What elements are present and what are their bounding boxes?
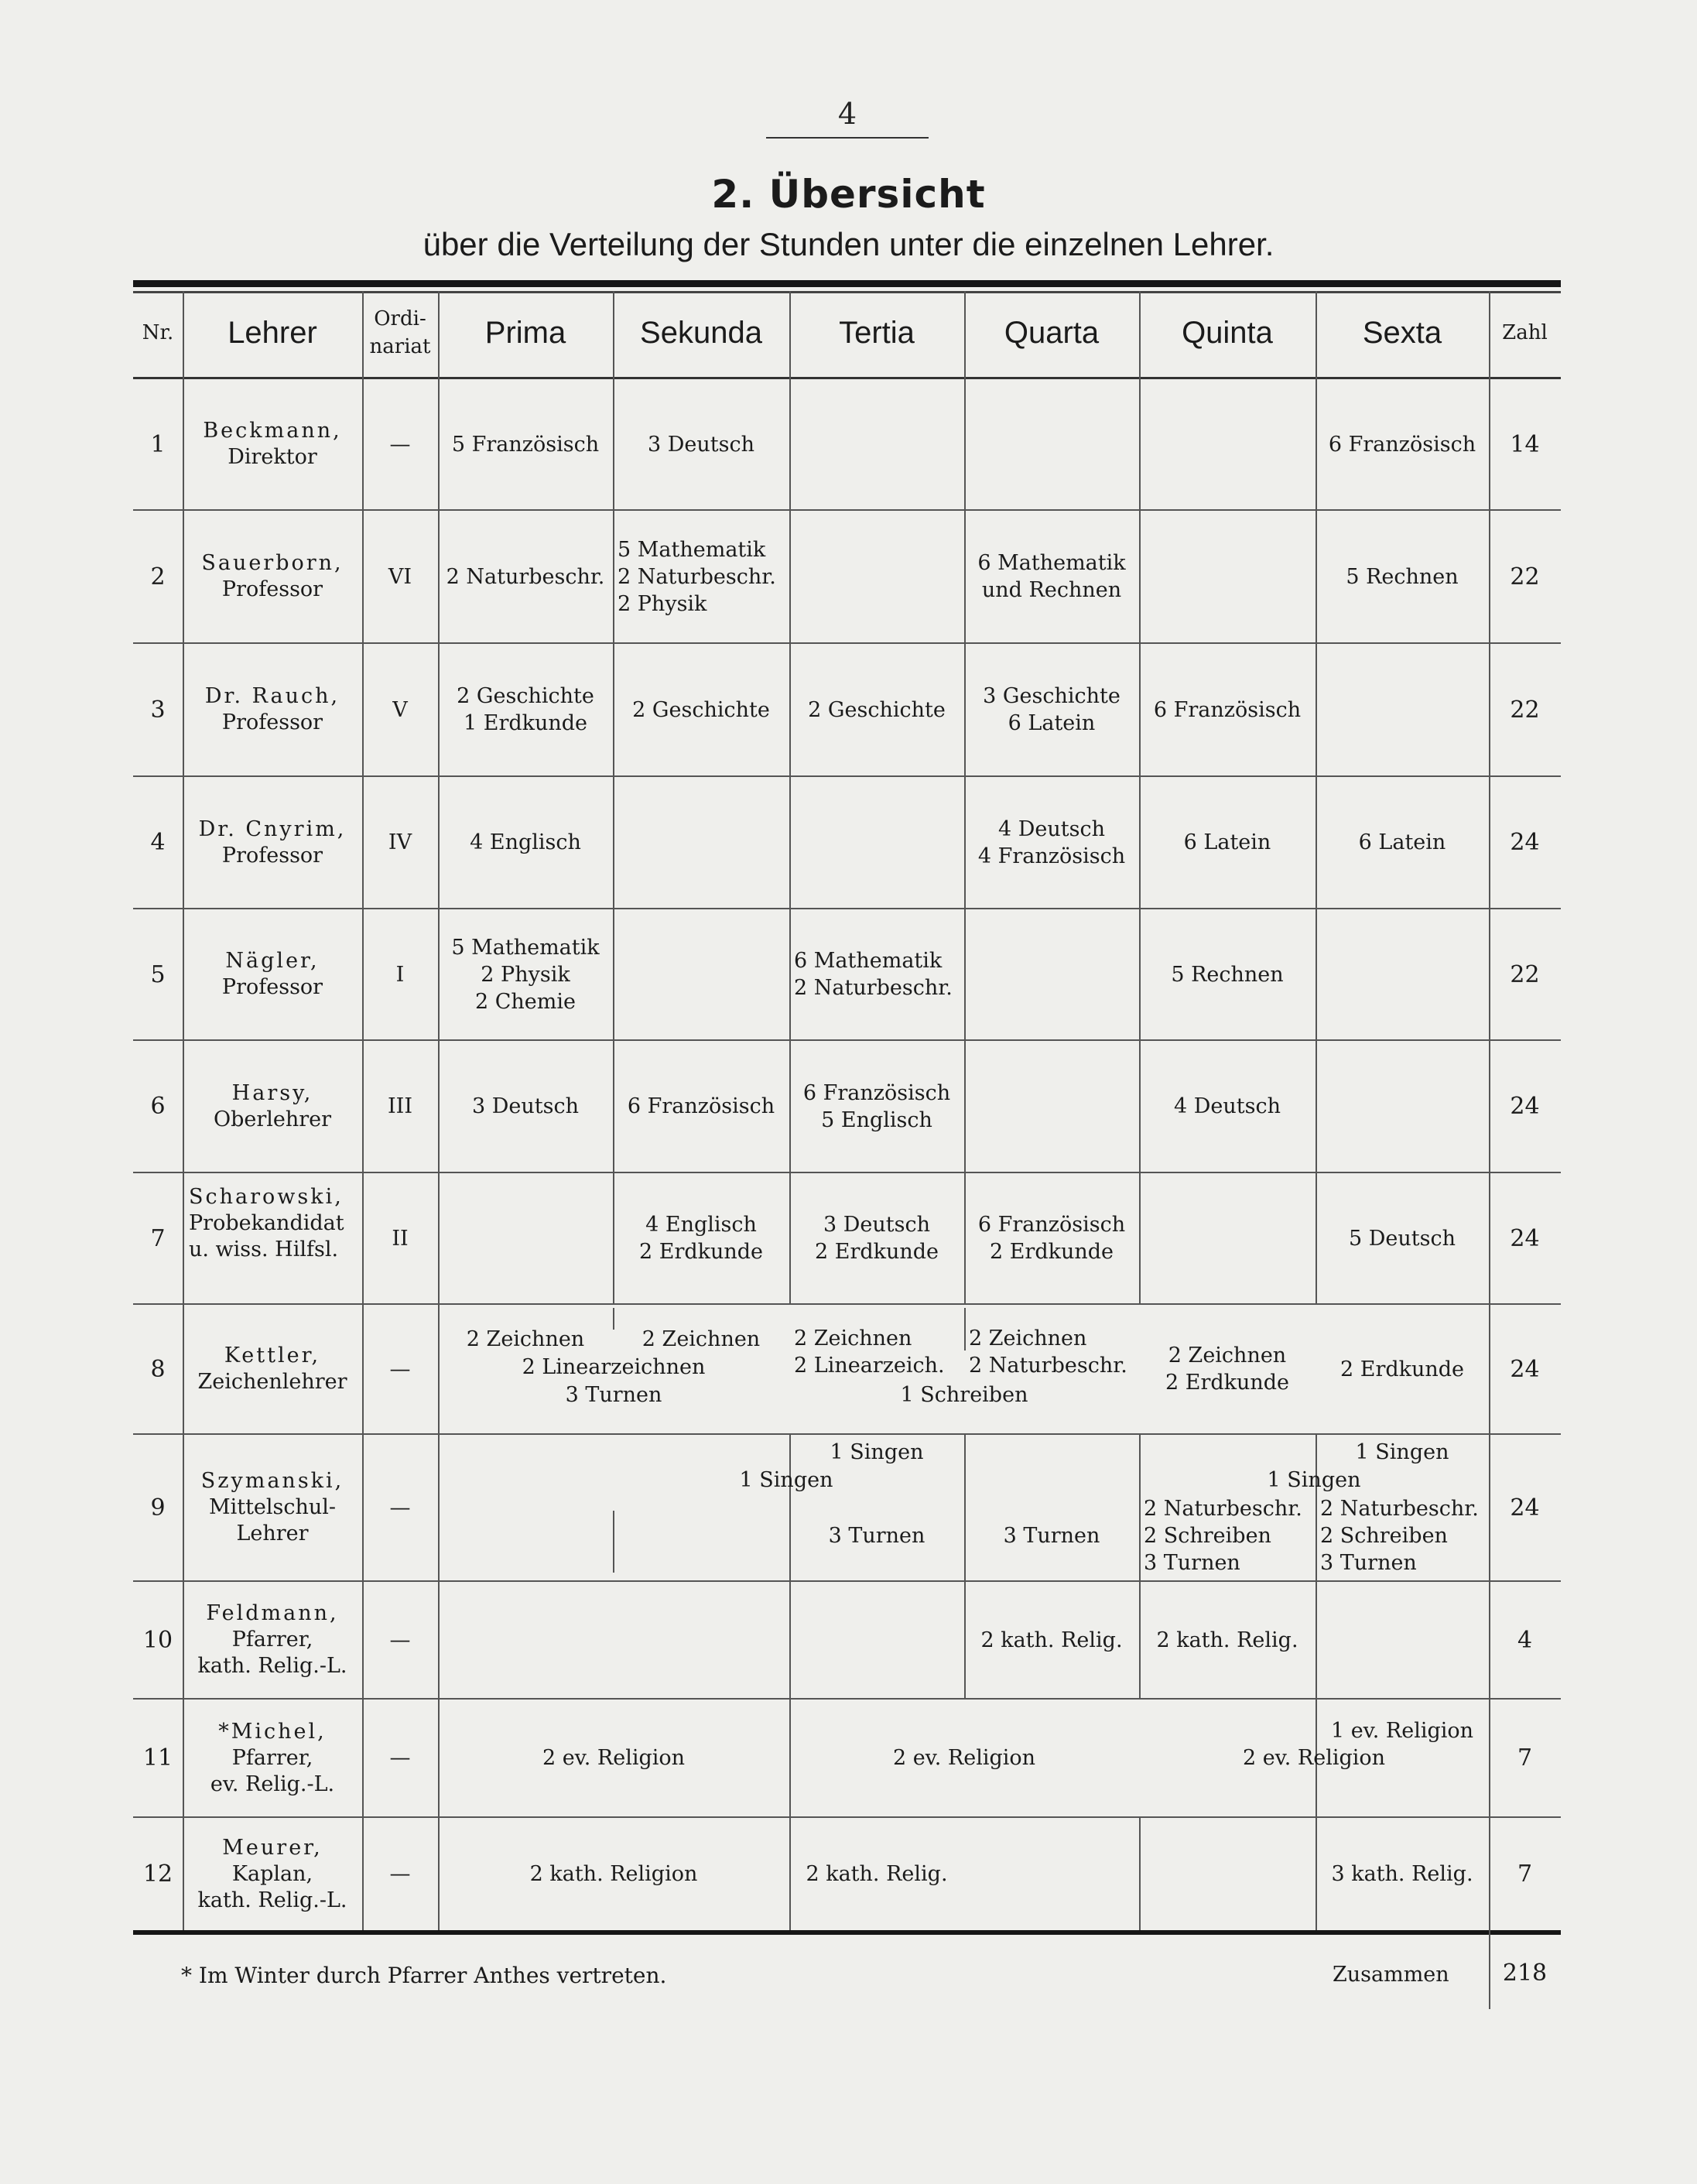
row-nr: 12 [142, 1861, 173, 1888]
header-nr: Nr. [142, 321, 174, 344]
row-nr: 3 [150, 696, 166, 724]
header-ordinariat: Ordi- nariat [369, 307, 431, 358]
ordinariat: III [388, 1094, 412, 1118]
sekunda-cell: 2 Geschichte [632, 697, 770, 722]
quinta-cell: 6 Latein [1183, 830, 1271, 854]
teacher-title: Pfarrer, [231, 1628, 313, 1652]
teacher-title: Professor [221, 577, 323, 601]
religion-span-middle: 2 ev. Religion [892, 1746, 1036, 1770]
sexta-cell: 2 Naturbeschr. 2 Schreiben 3 Turnen [1320, 1496, 1479, 1575]
page-number: 4 [766, 97, 929, 139]
sekunda-cell: 4 Englisch 2 Erdkunde [638, 1213, 764, 1264]
row-nr: 2 [150, 563, 166, 591]
quinta-cell: 2 Naturbeschr. 2 Schreiben 3 Turnen [1144, 1496, 1302, 1575]
teacher-subtitle: Lehrer [236, 1522, 309, 1546]
teacher-name: Meurer, [222, 1835, 323, 1860]
ordinariat: — [389, 432, 411, 457]
header-quarta: Quarta [1004, 315, 1100, 350]
teacher-subtitle: kath. Relig.-L. [197, 1654, 347, 1678]
teacher-name: Nägler, [225, 949, 320, 973]
teacher-title: Professor [221, 975, 323, 999]
quarta-cell: 3 Turnen [1003, 1523, 1100, 1548]
sekunda-cell: 5 Mathematik 2 Naturbeschr. 2 Physik [618, 537, 776, 616]
zahl-cell: 24 [1510, 1224, 1540, 1252]
sexta-cell: 5 Rechnen [1346, 564, 1459, 589]
teacher-title: Professor [221, 710, 323, 734]
religion-span-upper: 2 ev. Religion [542, 1746, 686, 1770]
header-zahl: Zahl [1502, 321, 1548, 344]
teacher-subtitle: u. wiss. Hilfsl. [189, 1237, 339, 1261]
prima-cell: 2 Zeichnen [466, 1326, 585, 1351]
zahl-cell: 7 [1517, 1744, 1533, 1772]
quarta-cell: 2 kath. Relig. [980, 1628, 1123, 1652]
ordinariat: VI [388, 564, 412, 589]
zahl-cell: 4 [1517, 1626, 1533, 1654]
zahl-cell: 24 [1510, 1355, 1540, 1383]
zahl-cell: 7 [1517, 1861, 1533, 1888]
sexta-cell: 5 Deutsch [1349, 1226, 1456, 1251]
teacher-name: Dr. Cnyrim, [198, 816, 347, 841]
quarta-cell: 2 Zeichnen 2 Naturbeschr. [969, 1326, 1127, 1378]
row-nr: 6 [150, 1093, 166, 1120]
sexta-cell: 1 ev. Religion [1330, 1718, 1474, 1743]
sexta-cell: 6 Französisch [1328, 432, 1476, 457]
footnote: * Im Winter durch Pfarrer Anthes vertreten. [181, 1963, 667, 1988]
singen-sexta: 1 Singen [1355, 1439, 1449, 1464]
header-quinta: Quinta [1182, 315, 1273, 350]
zahl-cell: 24 [1510, 829, 1540, 856]
ordinariat: — [389, 1746, 411, 1770]
tertia-cell: 3 Deutsch 2 Erdkunde [814, 1213, 939, 1264]
teacher-title: Kaplan, [231, 1861, 313, 1886]
sexta-cell: 6 Latein [1358, 830, 1446, 854]
zahl-cell: 24 [1510, 1093, 1540, 1120]
teacher-title: Probekandidat [189, 1211, 344, 1235]
tertia-cell: 2 kath. Relig. [806, 1862, 948, 1886]
quinta-cell: 6 Französisch [1153, 697, 1302, 722]
tertia-cell: 6 Mathematik 2 Naturbeschr. [794, 949, 953, 1000]
header-lehrer: Lehrer [228, 315, 317, 350]
ordinariat: — [389, 1495, 411, 1520]
zahl-cell: 24 [1510, 1494, 1540, 1522]
teacher-title: Zeichenlehrer [197, 1370, 347, 1394]
ordinariat: — [389, 1357, 411, 1381]
page-subtitle: über die Verteilung der Stunden unter die einzelnen Lehrer. [423, 226, 1274, 262]
sekunda-cell: 3 Deutsch [648, 432, 754, 457]
row-nr: 4 [150, 829, 166, 856]
row-nr: 10 [142, 1626, 173, 1654]
header-sexta: Sexta [1362, 315, 1442, 350]
schreiben-span: 1 Schreiben [900, 1382, 1028, 1407]
prima-cell: 4 Englisch [470, 830, 581, 854]
row-nr: 1 [150, 430, 166, 458]
ordinariat: — [389, 1862, 411, 1886]
teacher-title: Oberlehrer [213, 1107, 332, 1131]
zahl-cell: 22 [1510, 960, 1540, 988]
teacher-name: Kettler, [224, 1344, 321, 1368]
teacher-name: Dr. Rauch, [204, 684, 340, 708]
ordinariat: — [389, 1628, 411, 1652]
row-nr: 5 [150, 960, 166, 988]
prima-cell: 5 Mathematik 2 Physik 2 Chemie [451, 935, 600, 1014]
tertia-cell: 3 Turnen [828, 1523, 925, 1548]
tertia-cell: 6 Französisch 5 Englisch [802, 1080, 951, 1132]
sexta-cell: 3 kath. Relig. [1331, 1862, 1473, 1886]
quinta-cell: 5 Rechnen [1171, 962, 1284, 987]
teacher-name: Sauerborn, [201, 551, 344, 575]
sekunda-cell: 6 Französisch [627, 1094, 775, 1118]
zahl-cell: 22 [1510, 563, 1540, 591]
ordinariat: II [392, 1226, 409, 1251]
ordinariat: V [392, 697, 408, 722]
zahl-cell: 14 [1510, 430, 1540, 458]
quarta-cell: 6 Französisch 2 Erdkunde [977, 1213, 1126, 1264]
prima-cell: 2 Naturbeschr. [446, 564, 605, 589]
teacher-title: Direktor [228, 445, 317, 469]
header-tertia: Tertia [839, 315, 915, 350]
zahl-cell: 22 [1510, 696, 1540, 724]
row-nr: 7 [150, 1224, 166, 1252]
singen-tertia: 1 Singen [830, 1439, 924, 1464]
religion-span-upper: 2 kath. Religion [529, 1862, 698, 1886]
quinta-cell: 4 Deutsch [1174, 1094, 1281, 1118]
prima-cell: 5 Französisch [451, 432, 600, 457]
teacher-name: Beckmann, [203, 419, 342, 443]
quarta-cell: 4 Deutsch 4 Französisch [977, 816, 1126, 868]
teacher-title: Professor [221, 843, 323, 868]
prima-cell: 3 Deutsch [472, 1094, 579, 1118]
teacher-name: Szymanski, [200, 1469, 344, 1493]
singen-span-lower: 1 Singen [1267, 1467, 1361, 1492]
page-title: 2. Übersicht [711, 172, 986, 217]
teacher-subtitle: ev. Relig.-L. [210, 1772, 335, 1796]
teacher-subtitle: kath. Relig.-L. [197, 1888, 347, 1912]
ordinariat: I [395, 962, 405, 987]
teacher-title: Pfarrer, [231, 1745, 313, 1770]
quarta-cell: 3 Geschichte 6 Latein [983, 684, 1120, 735]
teacher-name: Feldmann, [206, 1601, 339, 1625]
tertia-cell: 2 Geschichte [808, 697, 946, 722]
sexta-cell: 2 Erdkunde [1339, 1357, 1465, 1381]
singen-span-upper: 1 Singen [739, 1467, 833, 1492]
quarta-cell: 6 Mathematik und Rechnen [977, 551, 1126, 602]
row-nr: 11 [142, 1744, 173, 1772]
linearzeichnen-span: 2 Linearzeichnen [522, 1354, 706, 1379]
header-prima: Prima [484, 315, 566, 350]
header-sekunda: Sekunda [640, 315, 762, 350]
teacher-title: Mittelschul- [208, 1495, 337, 1519]
religion-span-lower: 2 ev. Religion [1242, 1746, 1386, 1770]
sekunda-cell: 2 Zeichnen [642, 1326, 761, 1351]
row-nr: 8 [150, 1355, 166, 1383]
row-nr: 9 [150, 1494, 166, 1522]
total-label: Zusammen [1333, 1963, 1449, 1987]
tertia-cell: 2 Zeichnen 2 Linearzeich. [794, 1326, 945, 1378]
teacher-name: *Michel, [218, 1719, 327, 1744]
turnen-span: 3 Turnen [565, 1382, 662, 1407]
prima-cell: 2 Geschichte 1 Erdkunde [457, 684, 594, 735]
quinta-cell: 2 Zeichnen 2 Erdkunde [1165, 1344, 1290, 1395]
teacher-name: Harsy, [231, 1080, 313, 1105]
total-value: 218 [1502, 1960, 1548, 1987]
teacher-name: Scharowski, [189, 1185, 344, 1209]
quinta-cell: 2 kath. Relig. [1156, 1628, 1298, 1652]
ordinariat: IV [388, 830, 412, 854]
